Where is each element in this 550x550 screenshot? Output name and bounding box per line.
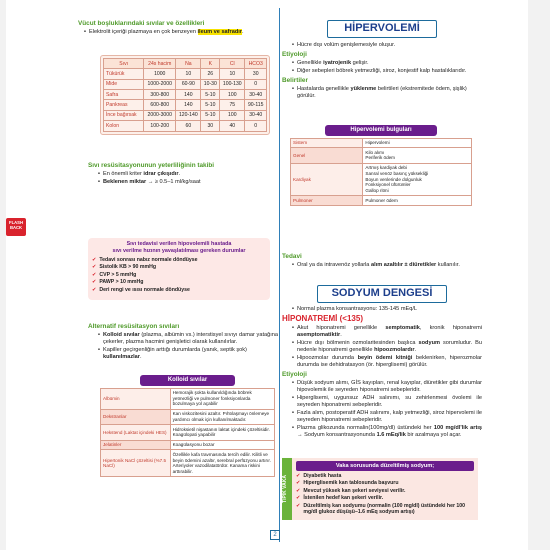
- row-label: Sistem: [291, 138, 363, 148]
- table-cell: Tükürük: [104, 69, 144, 79]
- table-cell: 5-10: [201, 110, 220, 120]
- bullet: • Düşük sodyum alımı, GİS kayıpları, renal kayıplar, diüretikler gibi durumlar hipovolemik ile seyreden hiponatremi sebepleridir.: [292, 379, 482, 393]
- table-row: [291, 196, 472, 206]
- table-cell: 60-90: [176, 79, 201, 89]
- bullet: • Normal plazma konsantrasyonu: 135-145 mEq/L: [292, 305, 417, 312]
- hypervolemia-section: [282, 20, 482, 101]
- check-text: Deri rengi ve ısısı normale döndüyse: [99, 286, 190, 293]
- check-item: [296, 503, 474, 516]
- check-item: [296, 495, 474, 502]
- row-value: Pulmoner ödem: [363, 196, 472, 206]
- table-cell: 10-30: [201, 79, 220, 89]
- infusion-rate-box: [88, 238, 270, 300]
- resuscitation-section: [88, 162, 278, 187]
- box-banner: Kolloid sıvılar: [140, 375, 235, 386]
- bullet: • Oral ya da intravenöz yollarla alım azaltılır ± diüretikler kullanılır.: [292, 262, 460, 268]
- checkmark-icon: ✔: [296, 495, 301, 502]
- table-cell: 120-140: [176, 110, 201, 120]
- column-divider: [279, 8, 280, 542]
- check-text: Düzeltilmiş kan sodyumu (normalin (100 mg/dl) üstündeki her 100 mg/dl glukoz düşüşü–1.6 mEq sodyum artışı): [303, 502, 466, 516]
- table-cell: 30: [245, 69, 267, 79]
- bullet: • Beklenen miktar → ≥ 0.5–1 ml/kg/saat: [98, 178, 201, 185]
- check-text: CVP > 5 mmHg: [99, 271, 137, 278]
- fluid-table-box: [100, 55, 270, 135]
- typical-case-tab: TİPİK VAKA: [282, 458, 292, 520]
- table-row: [101, 409, 275, 424]
- table-row: [104, 90, 267, 100]
- check-text: Tedavi sonrası nabız normale döndüyse: [99, 256, 198, 263]
- bullet: • Kolloid sıvılar (plazma, albümin vs.) interstisyel sıvıyı damar yatağına çekerler, plazma hacmini genişletici olarak kullanılırlar.: [98, 332, 278, 345]
- table-cell: Mide: [104, 79, 144, 89]
- bullet: • Hiperglisemi, uygunsuz ADH salınımı, su zehirlenmesi övolemi ile seyreden hiponatremi sebepleridir.: [292, 394, 482, 408]
- hypervolemia-table: [290, 138, 472, 207]
- box-banner: Hipervolemi bulguları: [325, 125, 437, 136]
- table-cell: 60: [176, 121, 201, 131]
- check-list: [296, 473, 474, 516]
- table-cell: 140: [176, 90, 201, 100]
- table-cell: 300-800: [144, 90, 176, 100]
- table-row: [101, 450, 275, 477]
- row-label: Dekstranlar: [101, 409, 171, 424]
- checkmark-icon: ✔: [296, 480, 301, 487]
- bullet: • Akut hiponatremi genellikle semptomatik, kronik hiponatremi asemptomatiktir.: [292, 324, 482, 338]
- sodium-section: [282, 285, 482, 440]
- table-row: [291, 163, 472, 196]
- row-label: Jelatinler: [101, 440, 171, 450]
- colloid-table: [100, 388, 275, 478]
- table-header: Sıvı: [104, 59, 144, 69]
- table-header: 24s hacim: [144, 59, 176, 69]
- table-cell: 75: [220, 100, 245, 110]
- table-row: [104, 121, 267, 131]
- table-cell: 100-130: [220, 79, 245, 89]
- check-text: Mevcut yüksek kan şekeri seviyesi verilir.: [303, 487, 406, 494]
- check-text: Hiperglisemik kan tablosunda başvuru: [303, 480, 399, 487]
- bullet: • Hücre dışı volüm genişlemesiyle oluşur.: [292, 41, 396, 48]
- alternative-fluids-section: [88, 323, 278, 362]
- section-title: SODYUM DENGESİ: [317, 285, 447, 303]
- fluid-table: [103, 58, 267, 132]
- table-cell: 10: [176, 69, 201, 79]
- table-row: [101, 440, 275, 450]
- row-label: Pulmoner: [291, 196, 363, 206]
- row-value: Hipervolemi: [363, 138, 472, 148]
- row-label: Hipertonik NaCl çözeltisi (%7.5 NaCl): [101, 450, 171, 477]
- check-text: İstenilen hedef kan şekeri verilir.: [303, 495, 384, 502]
- table-cell: 26: [201, 69, 220, 79]
- check-text: Sistolik KB > 90 mmHg: [99, 264, 157, 270]
- colloid-box: [100, 375, 275, 477]
- bullet: • En önemli kriter idrar çıkışıdır.: [98, 171, 181, 177]
- table-cell: Safra: [104, 90, 144, 100]
- table-cell: 600-800: [144, 100, 176, 110]
- table-cell: 10: [220, 69, 245, 79]
- flash-back-badge: FLASH BACK: [6, 218, 26, 236]
- page-number: 2: [270, 530, 280, 540]
- treatment-section: [282, 253, 482, 270]
- row-label: Genel: [291, 148, 363, 163]
- check-list: [92, 257, 266, 294]
- table-header: Na: [176, 59, 201, 69]
- table-cell: 5-10: [201, 90, 220, 100]
- bullet: • Hastalarda genellikle yüklenme belirtileri (ekstremitede ödem, şişlik) görülür.: [292, 85, 467, 99]
- bullet: • Fazla alım, postoperatif ADH salınımı, kalp yetmezliği, siroz hipervolemi ile seyreden hiponatremi sebepleridir.: [292, 409, 482, 423]
- table-header: Cl: [220, 59, 245, 69]
- table-row: [104, 110, 267, 120]
- row-value: Kan viskozitesini azaltır. Pıhtılaşmayı önlemeye yardımcı olmak için kullanılmaktadır.: [170, 409, 274, 424]
- table-cell: 30-40: [245, 110, 267, 120]
- table-cell: Pankreas: [104, 100, 144, 110]
- checkmark-icon: ✔: [296, 472, 301, 479]
- checkmark-icon: ✔: [92, 279, 97, 285]
- table-cell: 2000-3000: [144, 110, 176, 120]
- table-cell: Kolon: [104, 121, 144, 131]
- checkmark-icon: ✔: [92, 271, 97, 278]
- table-cell: 0: [245, 79, 267, 89]
- row-label: Albümin: [101, 388, 171, 409]
- bullet: • Plazma glikozunda normalin(100mg/dl) üstündeki her 100 mg/dl'lik artış → Sodyum konsantrasyonunda 1.6 mEq/lik bir azalmaya yol açar.: [292, 424, 482, 438]
- box-banner: Vaka sorusunda düzeltilmiş sodyum;: [296, 461, 474, 471]
- left-column: [78, 0, 278, 550]
- check-item: [92, 257, 266, 264]
- check-item: [296, 480, 474, 487]
- table-cell: 100: [220, 110, 245, 120]
- table-cell: 90-115: [245, 100, 267, 110]
- bullet: • Genellikle iyatrojenik gelişir.: [292, 59, 369, 66]
- bullet: • Hücre dışı bölmenin ozmolaritesinden başlıca sodyum sorumludur. Bu nedenle hiponatremi genellikle hipoozmolardır.: [292, 339, 482, 353]
- section-heading: Belirtiler: [282, 76, 308, 84]
- check-item: [92, 287, 266, 294]
- check-item: [92, 264, 266, 271]
- table-cell: 140: [176, 100, 201, 110]
- check-text: PAWP > 10 mmHg: [99, 279, 144, 285]
- bullet: • Kapiller geçirgenliğin arttığı durumlarda (yanık, septik şok) kullanılmazlar.: [98, 346, 247, 360]
- page-title: HİPERVOLEMİ: [327, 20, 437, 38]
- right-margin-strip: [528, 0, 550, 550]
- check-item: [296, 488, 474, 495]
- table-cell: 5-10: [201, 100, 220, 110]
- table-cell: 30: [201, 121, 220, 131]
- table-row: [291, 138, 472, 148]
- table-row: [101, 388, 275, 409]
- section-heading: Vücut boşluklarındaki sıvılar ve özellikleri: [78, 20, 205, 27]
- section-heading: Alternatif resüsitasyon sıvıları: [88, 323, 180, 330]
- table-header: K: [201, 59, 220, 69]
- section-heading: Etiyoloji: [282, 50, 307, 58]
- check-text: Diyabetik hasta: [303, 472, 342, 479]
- table-cell: 0: [245, 121, 267, 131]
- section-heading: Etiyoloji: [282, 370, 307, 378]
- section-heading: Tedavi: [282, 253, 302, 260]
- table-cell: 30-40: [245, 90, 267, 100]
- table-cell: 100: [220, 90, 245, 100]
- table-cell: 100-200: [144, 121, 176, 131]
- row-value: Hemorajik şokta kullanıldığında böbrek yetmezliği ve pulmoner fonksiyonlarda bozulmaya yol açabilir: [170, 388, 274, 409]
- table-header: HCO3: [245, 59, 267, 69]
- table-cell: 1000: [144, 69, 176, 79]
- bullet: • Elektrolit içeriği plazmaya en çok benzeyen ileum ve safradır.: [84, 29, 244, 35]
- check-item: [92, 272, 266, 279]
- typical-case-box: [282, 458, 478, 520]
- bullet: • Hipoozmolar durumda beyin ödemi kitniği beklenirken, hiperozmolar durumda ise dehidratasyon (ör. hiperglisemi) görülür.: [292, 354, 482, 368]
- checkmark-icon: ✔: [296, 502, 301, 509]
- hypervolemia-findings-box: [290, 125, 472, 206]
- row-value: Hidroksietil nişastanın laktat içindeki çözeltisidir. Koagülopati yapabilir: [170, 425, 274, 440]
- table-row: [101, 425, 275, 440]
- check-item: [296, 473, 474, 480]
- check-item: [92, 279, 266, 286]
- row-value: Kilo alımı Periferik ödem: [363, 148, 472, 163]
- row-label: Hekstend (Laktat içindeki HES): [101, 425, 171, 440]
- hyponatremia-heading: HİPONATREMİ (<135): [282, 313, 363, 323]
- right-column: [282, 0, 482, 550]
- table-cell: İnce bağırsak: [104, 110, 144, 120]
- checkmark-icon: ✔: [92, 256, 97, 263]
- table-cell: 1000-2000: [144, 79, 176, 89]
- table-row: [291, 148, 472, 163]
- table-cell: 40: [220, 121, 245, 131]
- row-value: Koagülasyonu bozar: [170, 440, 274, 450]
- left-margin-strip: [0, 0, 6, 550]
- checkmark-icon: ✔: [92, 264, 97, 270]
- checkmark-icon: ✔: [296, 487, 301, 494]
- fluids-section: [78, 20, 278, 37]
- section-heading: Sıvı resüsitasyonunun yeterliliğinin takibi: [88, 162, 215, 169]
- row-value: Artmış kardiyak debi Sanral venöz basınç yüksekliği Boyun venlerinde dolgunluk Fonksiyonel üfürümler Gallop ritmi: [363, 163, 472, 196]
- table-row: [104, 69, 267, 79]
- bullet: • Diğer sebepleri böbrek yetmezliği, siroz, konjestif kalp hastalıklarıdır.: [292, 67, 467, 74]
- table-row: [104, 100, 267, 110]
- checkmark-icon: ✔: [92, 286, 97, 293]
- table-row: [104, 79, 267, 89]
- box-title: Sıvı tedavisi verilen hipovolemili hastada: [126, 241, 232, 247]
- row-label: Kardiyak: [291, 163, 363, 196]
- box-subtitle: sıvı verilme hızının yavaşlatılması gereken durumlar: [112, 247, 246, 254]
- row-value: Özellikle kafa travmasında tercih edilir. Kilitli ve beyin ödemini azaltır, serebral perfüzyonu artırır. Arteriyoler vazodilatatördür. Kanama riskini arttırabilir.: [170, 450, 274, 477]
